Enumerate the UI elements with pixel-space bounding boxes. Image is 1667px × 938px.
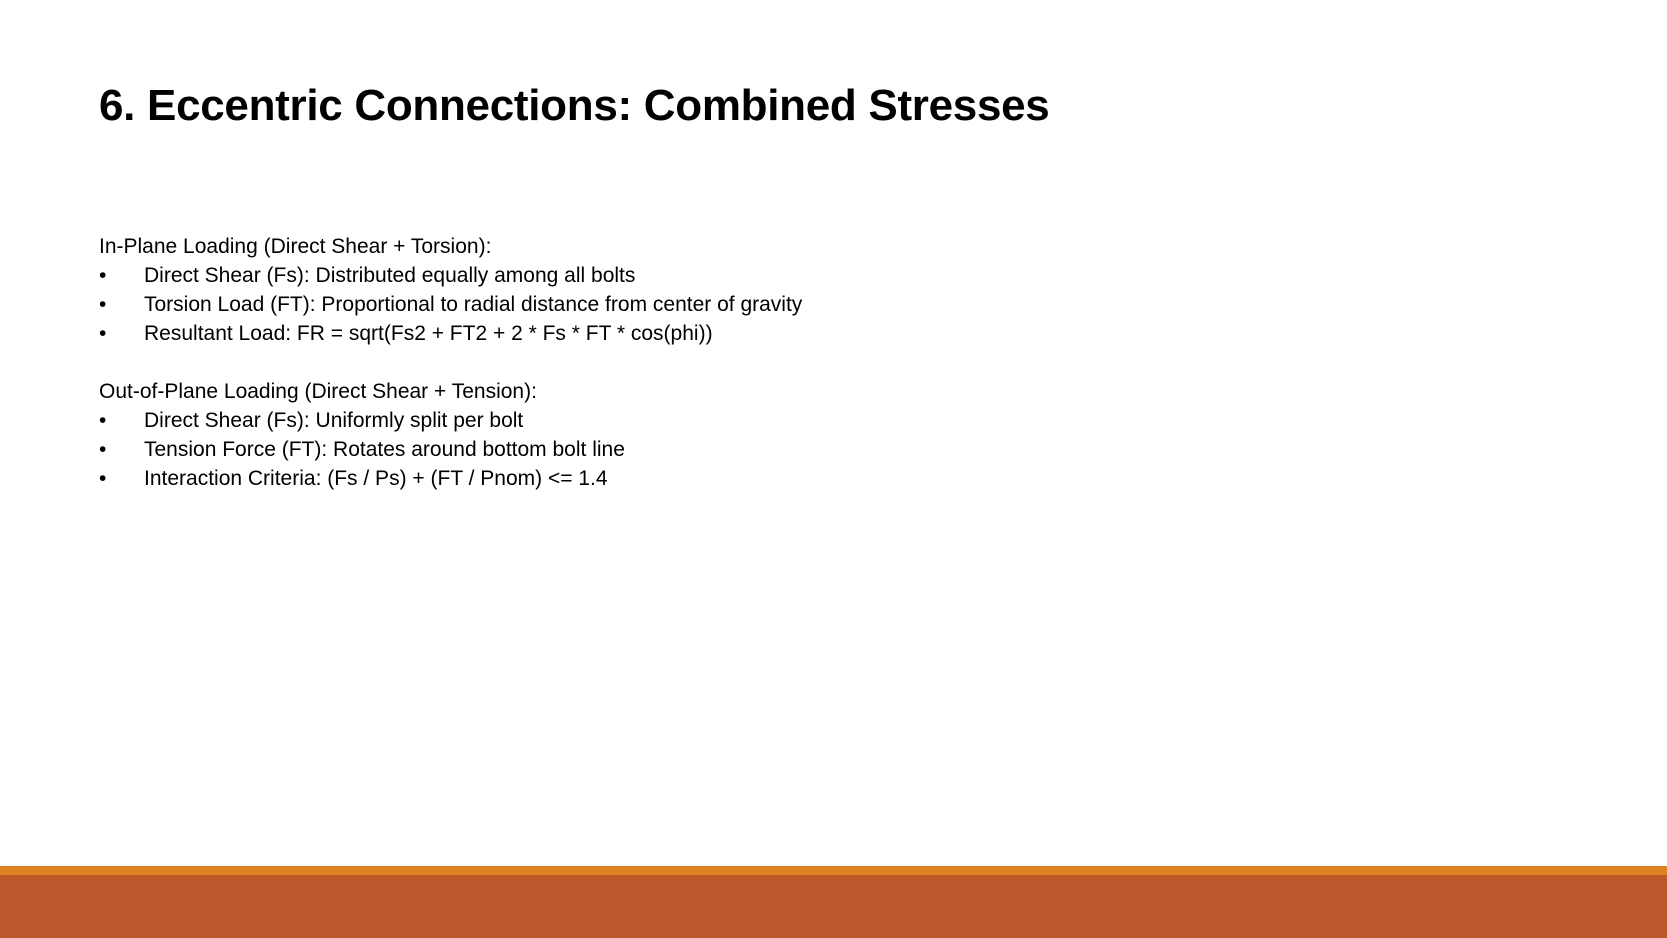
- bullet-text: Direct Shear (Fs): Uniformly split per bolt: [144, 409, 524, 432]
- bullet-icon: •: [99, 322, 107, 345]
- slide-title: 6. Eccentric Connections: Combined Stresses: [99, 81, 1050, 130]
- bullet-text: Interaction Criteria: (Fs / Ps) + (FT / Pnom) <= 1.4: [144, 467, 608, 490]
- bullet-text: Direct Shear (Fs): Distributed equally among all bolts: [144, 264, 636, 287]
- list-item: [99, 261, 802, 290]
- bullet-icon: •: [99, 264, 107, 287]
- section-heading-in-plane: In-Plane Loading (Direct Shear + Torsion):: [99, 235, 492, 258]
- list-item: [99, 319, 802, 348]
- bullet-list-in-plane: [99, 261, 802, 348]
- bullet-icon: •: [99, 293, 107, 316]
- bullet-text: Resultant Load: FR = sqrt(Fs2 + FT2 + 2 * Fs * FT * cos(phi)): [144, 322, 713, 345]
- section-heading-out-of-plane: Out-of-Plane Loading (Direct Shear + Tension):: [99, 380, 537, 403]
- bullet-text: Torsion Load (FT): Proportional to radial distance from center of gravity: [144, 293, 803, 316]
- list-item: [99, 435, 802, 464]
- bullet-icon: •: [99, 467, 107, 490]
- bullet-icon: •: [99, 438, 107, 461]
- footer-accent-stripe: [0, 866, 1667, 875]
- footer-band: [0, 866, 1667, 938]
- bullet-text: Tension Force (FT): Rotates around bottom bolt line: [144, 438, 625, 461]
- list-item: [99, 290, 802, 319]
- list-item: [99, 464, 802, 493]
- bullet-icon: •: [99, 409, 107, 432]
- bullet-list-out-of-plane: [99, 406, 802, 493]
- list-item: [99, 406, 802, 435]
- section-spacer: [99, 348, 802, 377]
- slide-body: [99, 232, 802, 493]
